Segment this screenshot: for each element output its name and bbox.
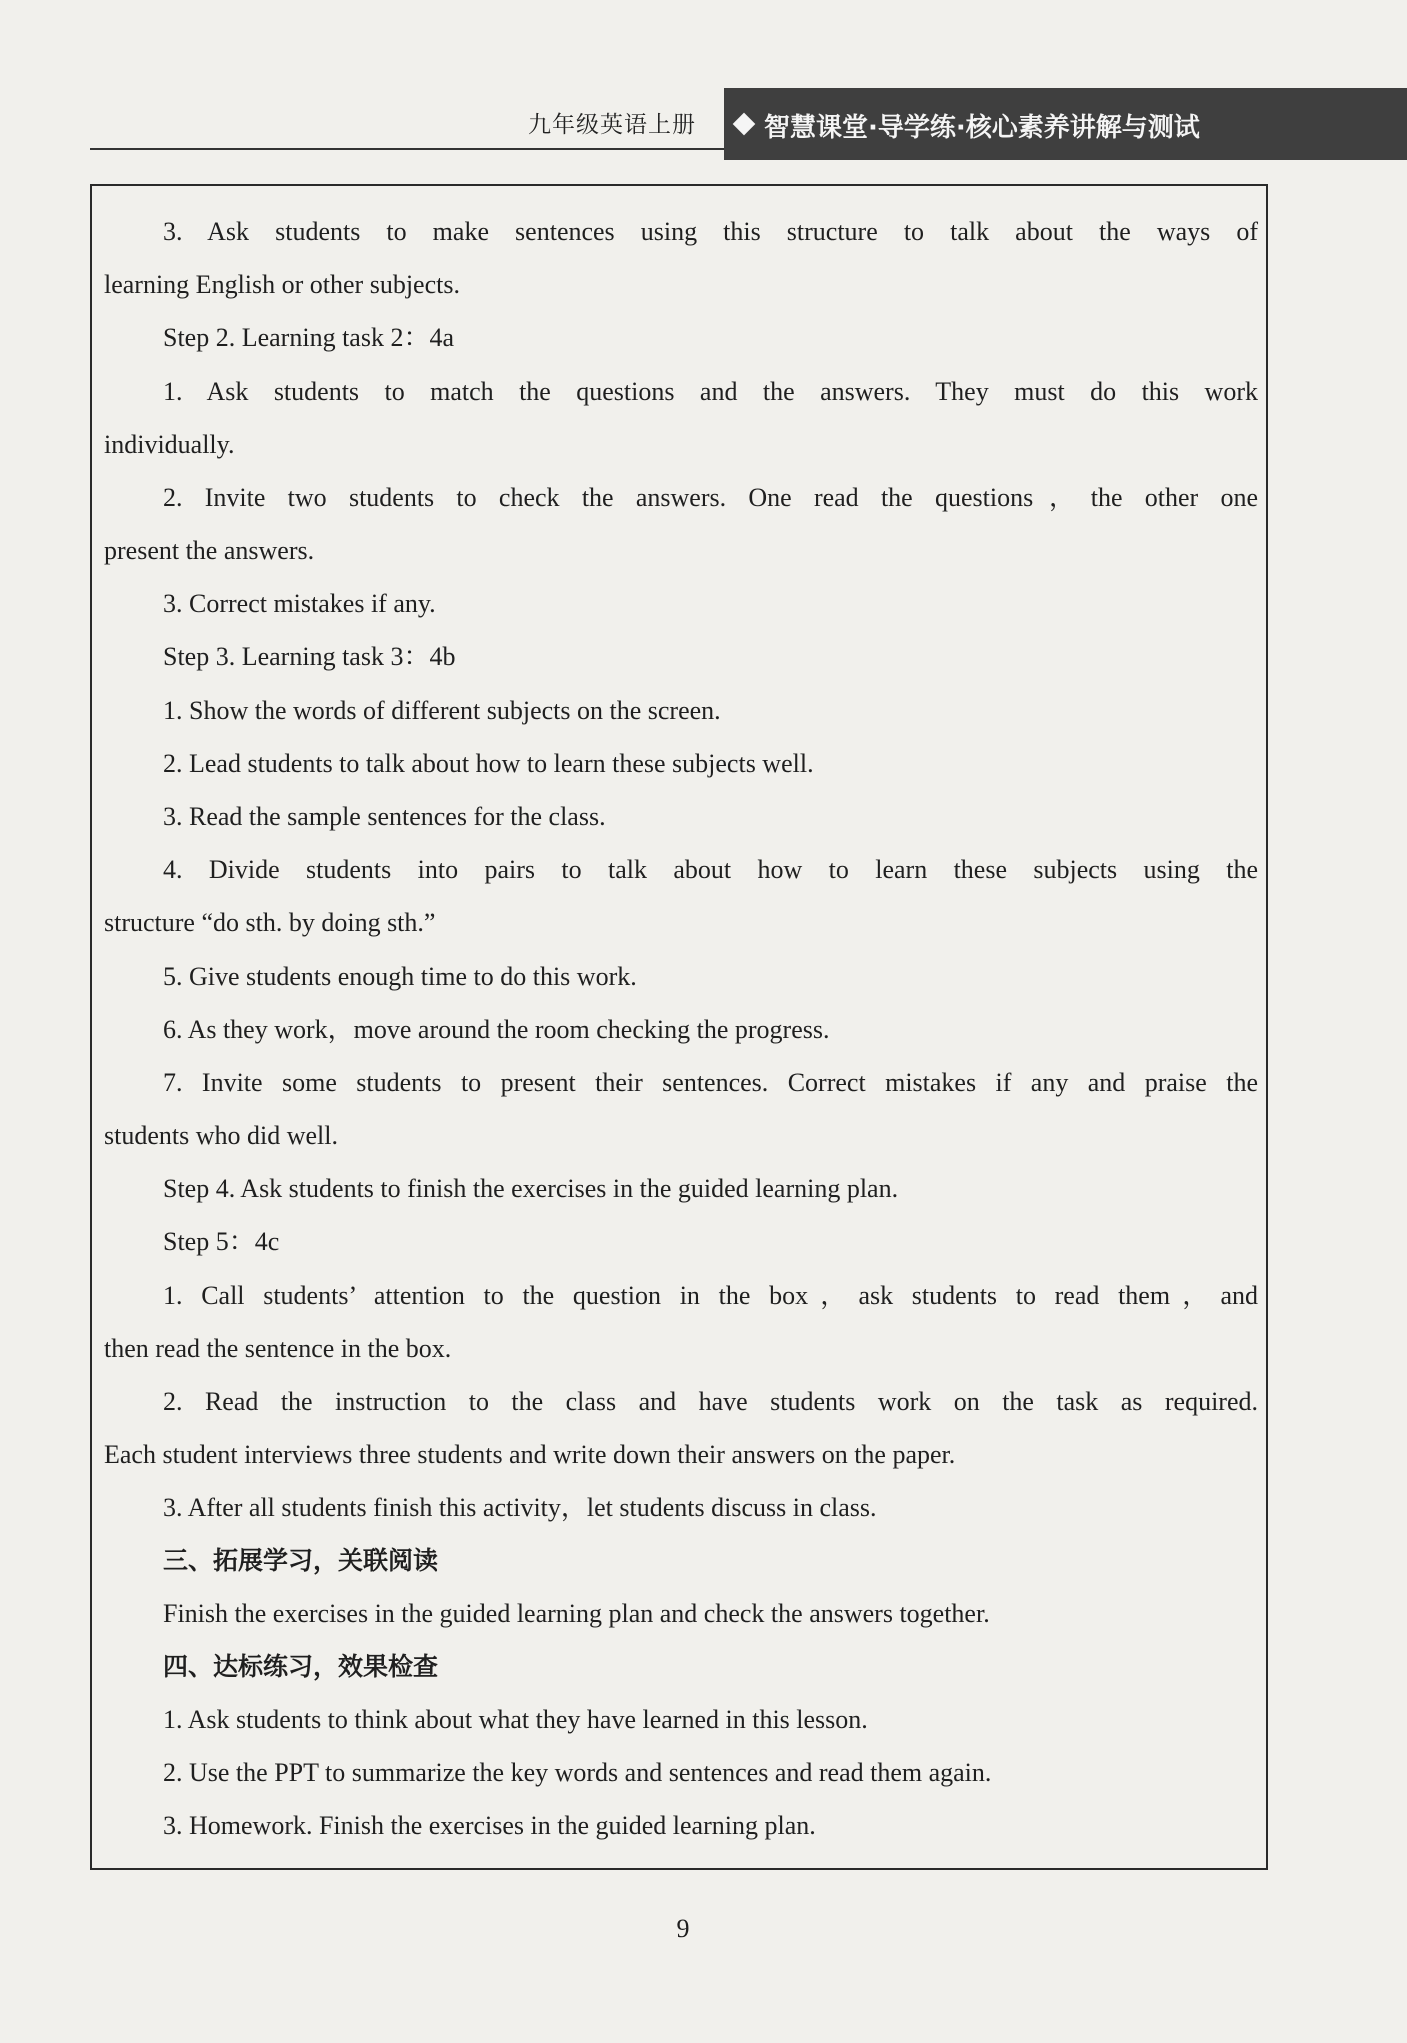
text-line: 2. Use the PPT to summarize the key words and sentences and read them again. <box>163 1758 992 1787</box>
text-line: 3. Ask students to make sentences using this structure to talk about the ways of <box>163 217 1258 246</box>
text-line: 4. Divide students into pairs to talk about how to learn these subjects using the <box>163 855 1258 884</box>
text-line: present the answers. <box>104 536 315 565</box>
section-heading: 四、达标练习，效果检查 <box>163 1652 439 1681</box>
text-line: 1. Show the words of different subjects on the screen. <box>163 696 721 725</box>
text-line: Finish the exercises in the guided learning plan and check the answers together. <box>163 1599 990 1628</box>
text-line: Each student interviews three students and write down their answers on the paper. <box>104 1440 956 1469</box>
page-number: 9 <box>676 1914 690 1943</box>
text-line: structure “do sth. by doing sth.” <box>104 908 436 937</box>
text-line: 6. As they work，move around the room checking the progress. <box>163 1015 830 1044</box>
text-line: 3. After all students finish this activity，let students discuss in class. <box>163 1493 877 1522</box>
text-line: individually. <box>104 430 235 459</box>
text-line: Step 4. Ask students to finish the exercises in the guided learning plan. <box>163 1174 899 1203</box>
text-line: 2. Lead students to talk about how to learn these subjects well. <box>163 749 814 778</box>
header-series-title: 智慧课堂·导学练·核心素养讲解与测试 <box>764 113 1200 143</box>
header-series-bar <box>724 88 1407 160</box>
text-line: 3. Read the sample sentences for the class. <box>163 802 606 831</box>
text-line: 2. Read the instruction to the class and have students work on the task as required. <box>163 1387 1258 1416</box>
text-line: students who did well. <box>104 1121 338 1150</box>
header-rule <box>90 148 724 150</box>
diamond-icon <box>733 113 756 136</box>
text-line: learning English or other subjects. <box>104 270 460 299</box>
text-line: 3. Correct mistakes if any. <box>163 589 436 618</box>
text-line: 3. Homework. Finish the exercises in the guided learning plan. <box>163 1811 816 1840</box>
text-line: Step 5：4c <box>163 1227 280 1256</box>
text-line: Step 3. Learning task 3：4b <box>163 642 456 671</box>
text-line: 5. Give students enough time to do this work. <box>163 962 637 991</box>
text-line: 7. Invite some students to present their sentences. Correct mistakes if any and praise the <box>163 1068 1258 1097</box>
text-line: 2. Invite two students to check the answers. One read the questions，the other one <box>163 483 1258 512</box>
text-line: 1. Call students’ attention to the question in the box，ask students to read them，and <box>163 1281 1258 1310</box>
text-line: Step 2. Learning task 2：4a <box>163 323 454 352</box>
section-heading: 三、拓展学习，关联阅读 <box>163 1546 439 1575</box>
text-line: 1. Ask students to think about what they have learned in this lesson. <box>163 1705 868 1734</box>
text-line: then read the sentence in the box. <box>104 1334 452 1363</box>
header-book-title: 九年级英语上册 <box>528 112 696 138</box>
text-line: 1. Ask students to match the questions and the answers. They must do this work <box>163 377 1258 406</box>
